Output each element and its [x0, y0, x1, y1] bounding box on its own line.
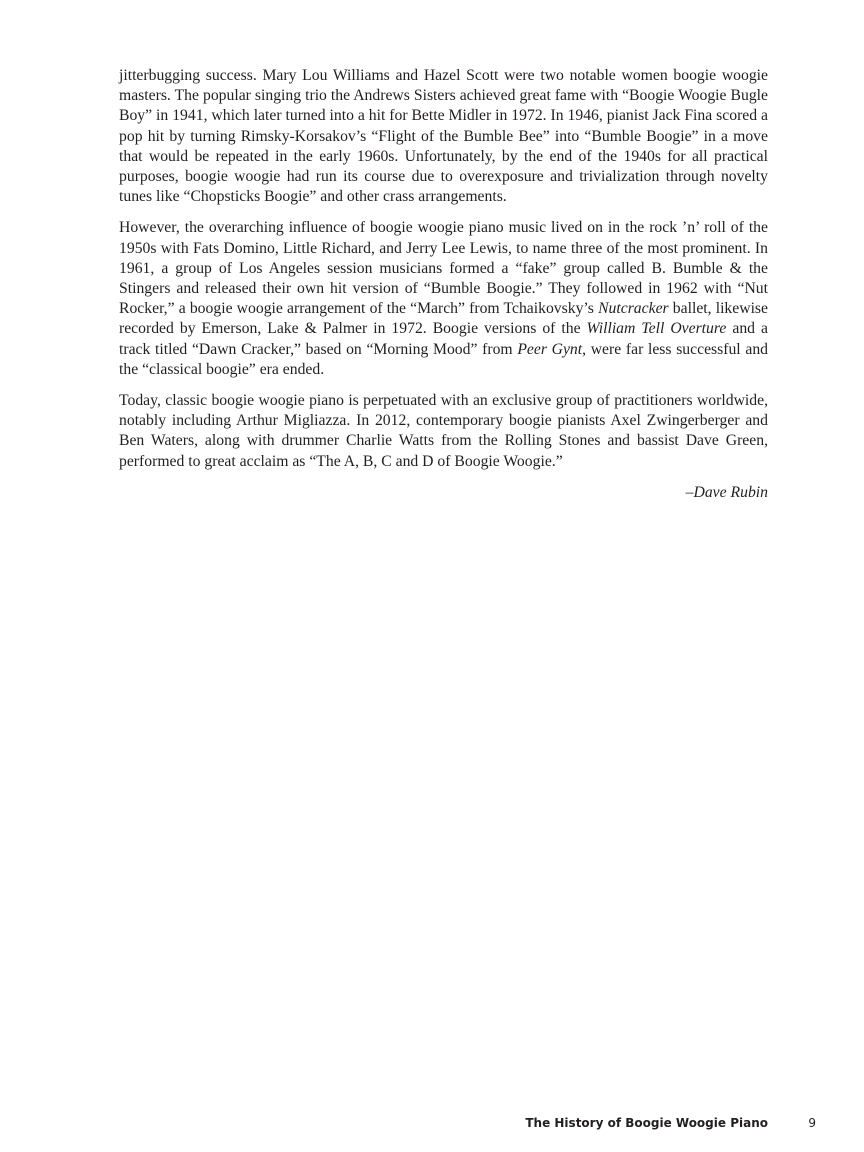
- paragraph: [119, 391, 768, 472]
- work-title-peer-gynt: Peer Gynt: [517, 340, 583, 358]
- paragraph: [119, 218, 768, 380]
- paragraph-text: However, the overarching influence of boogie woogie piano music lived on in the rock ’n’ roll of the 1950s with Fats Domino, Little Richard, and Jerry Lee Lewis, to name three of the most prominent. In 1961, a group of Los Angeles session musicians formed a “fake” group called B. Bumble & the Stingers and released their own hit version of “Bumble Boogie.” They followed in 1962 with “Nut Rocker,” a boogie woogie arrangement of the “March” from Tchaikovsky’s: [119, 219, 768, 318]
- article-body: [119, 66, 768, 503]
- page-number: 9: [808, 1116, 816, 1130]
- work-title-william-tell: William Tell Overture: [586, 320, 727, 338]
- work-title-nutcracker: Nutcracker: [598, 300, 669, 318]
- paragraph-text: jitterbugging success. Mary Lou Williams and Hazel Scott were two notable women boogie woogie masters. The popular singing trio the Andrews Sisters achieved great fame with “Boogie Woogie Bugle Boy” in 1941, which later turned into a hit for Bette Midler in 1972. In 1946, pianist Jack Fina scored a pop hit by turning Rimsky-Korsakov’s “Flight of the Bumble Bee” into “Bumble Boogie” in a move that would be repeated in the early 1960s. Unfortunately, by the end of the 1940s for all practical purposes, boogie woogie had run its course due to overexposure and trivialization through novelty tunes like “Chopsticks Boogie” and other crass arrangements.: [119, 67, 768, 206]
- paragraph-text: Today, classic boogie woogie piano is perpetuated with an exclusive group of practitioners worldwide, notably including Arthur Migliazza. In 2012, contemporary boogie pianists Axel Zwingerberger and Ben Waters, along with drummer Charlie Watts from the Rolling Stones and bassist Dave Green, performed to great acclaim as “The A, B, C and D of Boogie Woogie.”: [119, 392, 768, 470]
- paragraph-text: and a track titled “Dawn Cracker,” based on “Morning Mood” from: [119, 320, 768, 358]
- footer-book-title: The History of Boogie Woogie Piano: [525, 1116, 768, 1130]
- paragraph-text: ballet, likewise recorded by Emerson, Lake & Palmer in 1972. Boogie versions of the: [119, 300, 768, 338]
- paragraph: [119, 66, 768, 207]
- paragraph-text: , were far less successful and the “classical boogie” era ended.: [119, 340, 769, 378]
- author-signature: –Dave Rubin: [685, 483, 768, 501]
